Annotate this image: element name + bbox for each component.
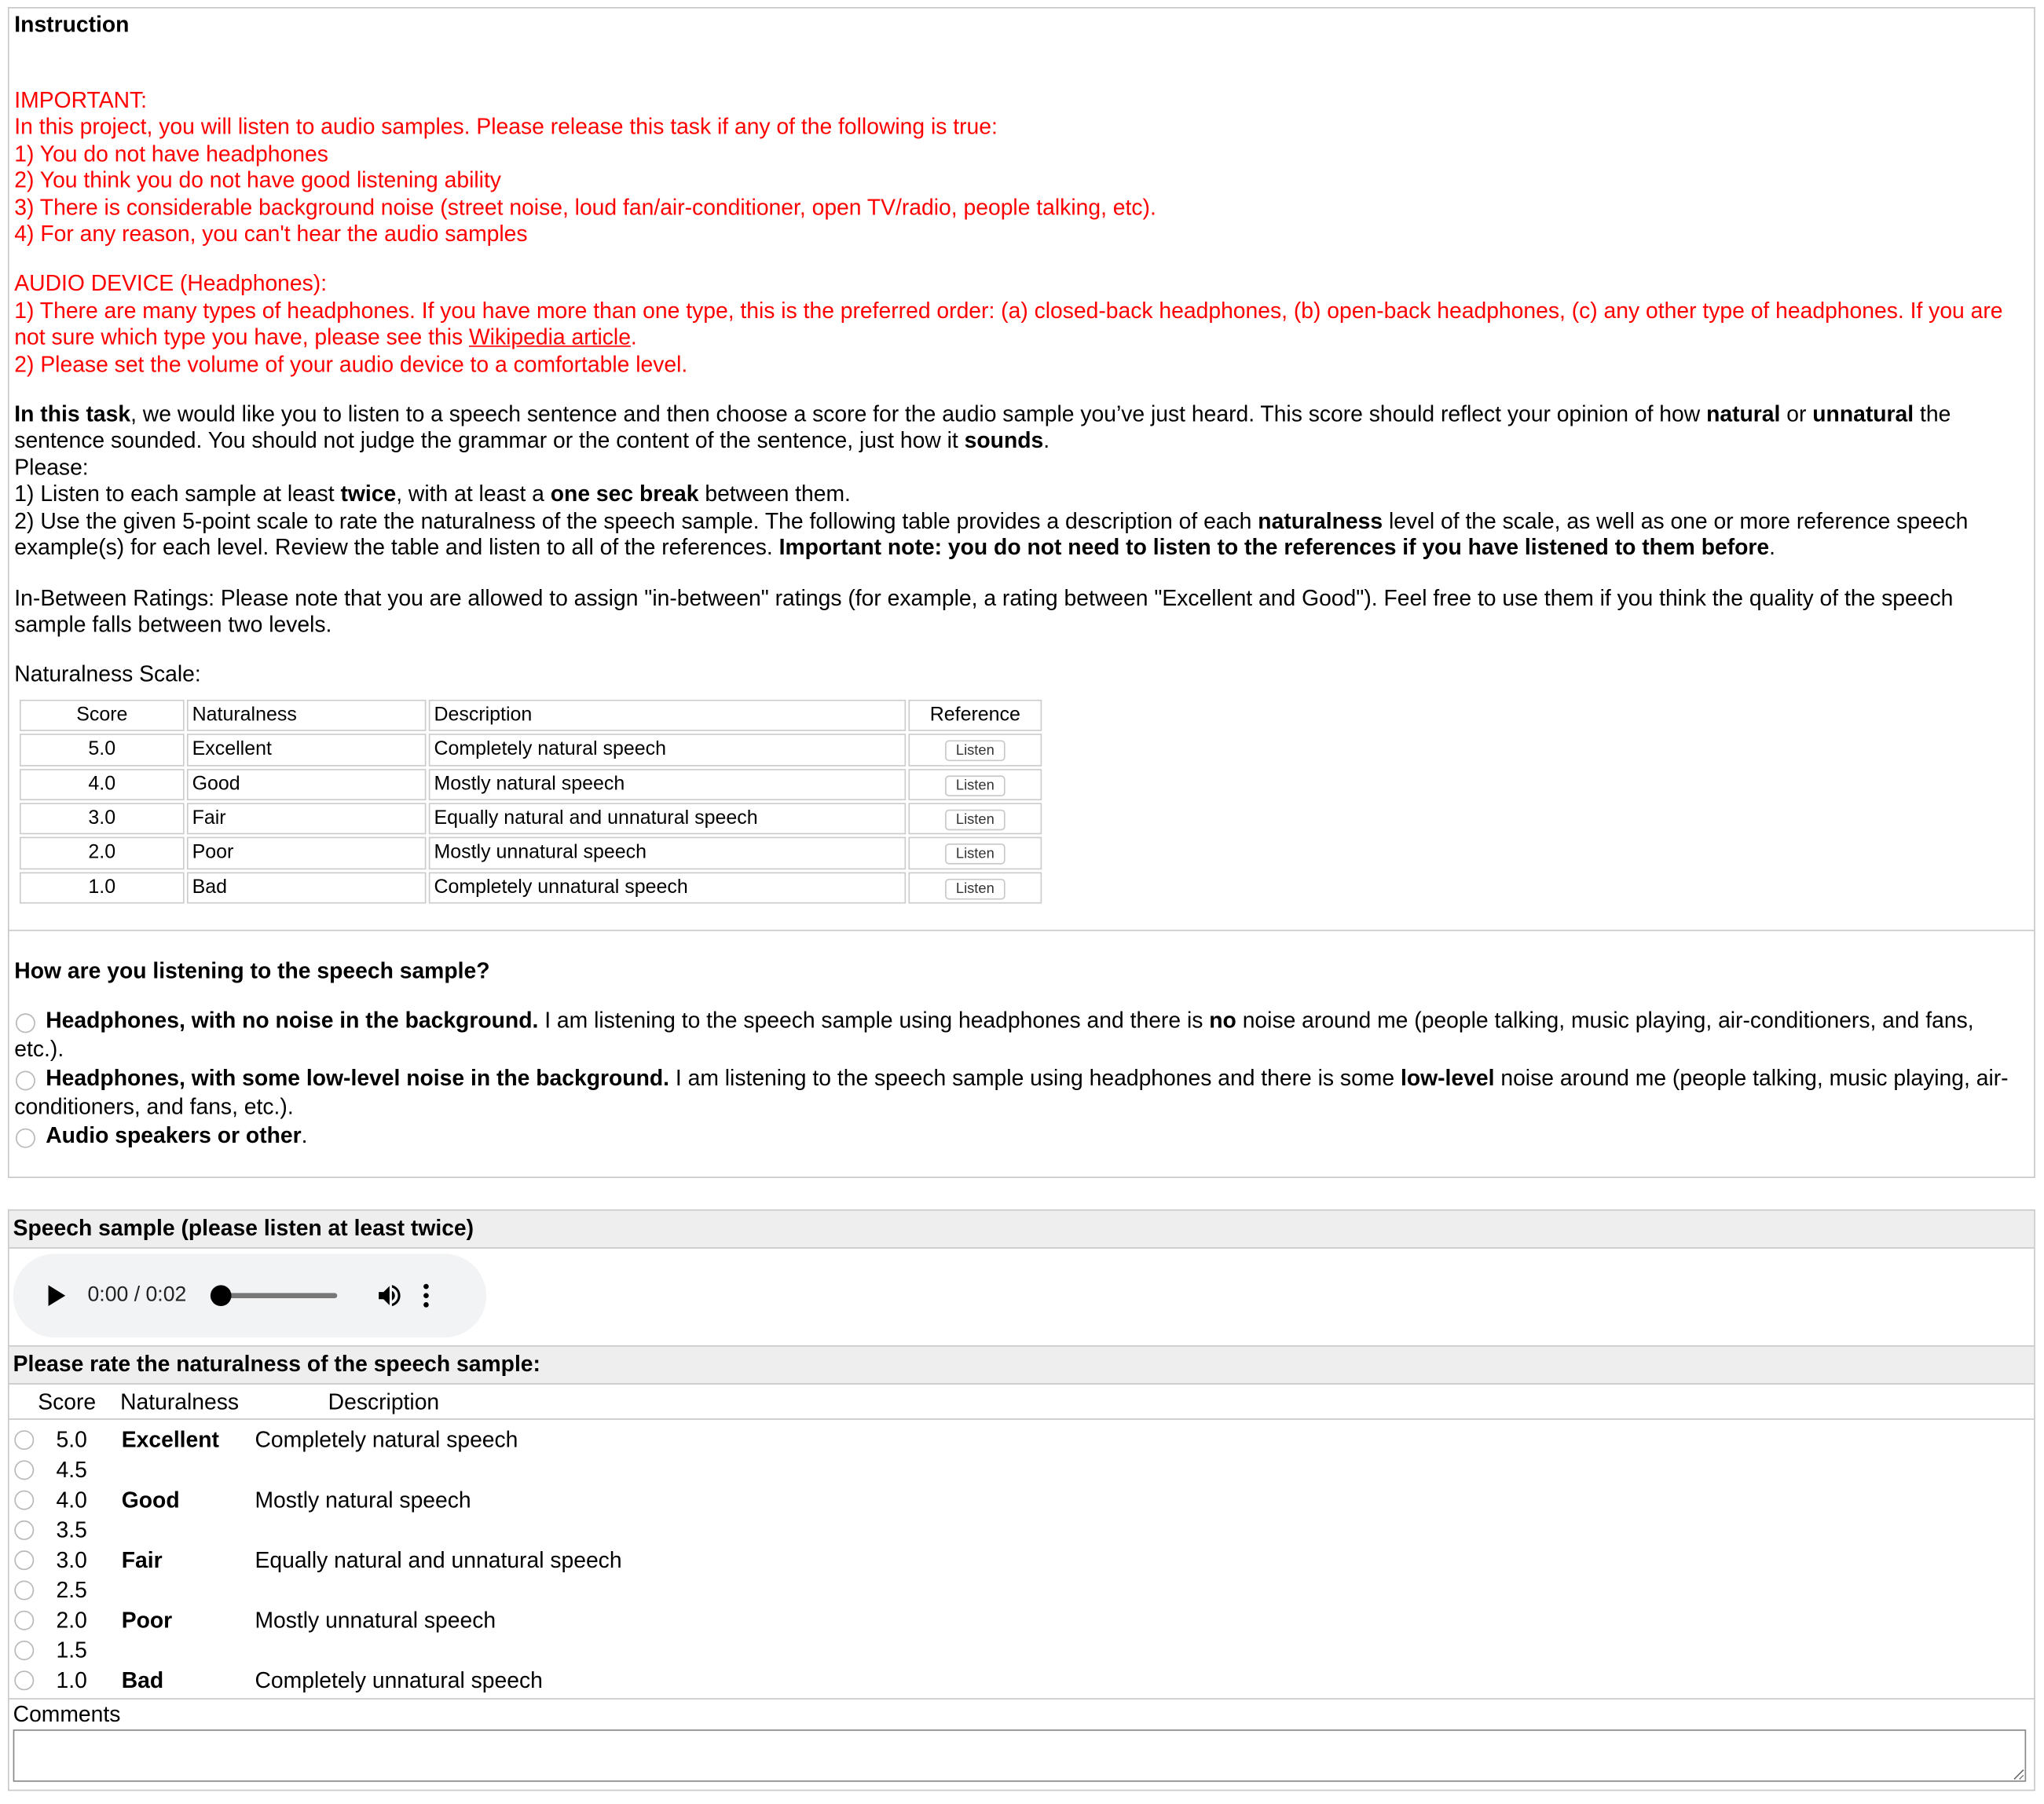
important-heading: IMPORTANT: [14, 88, 148, 113]
rating-column-headers [9, 1385, 2035, 1420]
naturalness-cell: Fair [187, 803, 427, 835]
play-icon[interactable] [49, 1286, 66, 1307]
score-cell: 1.0 [20, 872, 185, 904]
radio-button[interactable] [14, 1520, 34, 1540]
naturalness-cell: Good [187, 768, 427, 800]
device-block [14, 272, 2028, 379]
important-item: 4) For any reason, you can't hear the audio samples [14, 221, 528, 247]
listen-button[interactable]: Listen [946, 810, 1005, 831]
please-label: Please: [14, 455, 89, 481]
player-time: 0:00 / 0:02 [87, 1283, 187, 1307]
rating-option[interactable]: 2.5 [9, 1575, 2035, 1605]
radio-button[interactable] [16, 1071, 35, 1091]
radio-button[interactable] [14, 1550, 34, 1570]
listen-button[interactable]: Listen [946, 878, 1005, 899]
device-heading: AUDIO DEVICE (Headphones): [14, 271, 328, 297]
device-item-1: 1) There are many types of headphones. If you have more than one type, this is the preferred order: (a) closed-back headphones, (b) open-back headphones, (c) any other type of headphones. If you are not sure which type you have, please see this Wikipedia article. [14, 298, 2003, 350]
table-row [20, 803, 1042, 835]
rating-options [9, 1420, 2035, 1700]
comments-label: Comments [13, 1702, 121, 1728]
seek-handle[interactable] [210, 1286, 231, 1307]
more-options-icon[interactable] [423, 1284, 429, 1308]
step-1: 1) Listen to each sample at least twice, with at least a one sec break between them. [14, 481, 851, 507]
instruction-title: Instruction [14, 12, 130, 38]
listening-option-speakers[interactable]: Audio speakers or other. [14, 1122, 2028, 1151]
comments-section [9, 1700, 2035, 1790]
rating-option[interactable]: 5.0 Excellent Completely natural speech [9, 1425, 2035, 1455]
instructions-panel [8, 7, 2035, 1178]
important-block [14, 88, 2028, 248]
listening-option-quiet-headphones[interactable]: Headphones, with no noise in the background. I am listening to the speech sample using headphones and there is no noise around me (people talking, music playing, air-conditioners, and fans, etc.). [14, 1008, 1974, 1063]
volume-icon[interactable] [373, 1282, 405, 1311]
radio-button[interactable] [14, 1641, 34, 1660]
listen-button[interactable]: Listen [946, 741, 1005, 762]
comments-input[interactable] [13, 1729, 2027, 1782]
rating-option[interactable]: 1.0 Bad Completely unnatural speech [9, 1666, 2035, 1696]
score-cell: 4.0 [20, 768, 185, 800]
listening-question-title: How are you listening to the speech sample? [14, 958, 490, 984]
step-2: 2) Use the given 5-point scale to rate the naturalness of the speech sample. The following table provides a description of each naturalness level of the scale, as well as one or more reference speech example(s) for each level. Review the table and listen to all of the references. Important note: you do not need to listen to the references if you have listened to them before. [14, 508, 1969, 561]
task-description: In this task, we would like you to listen to a speech sentence and then choose a score for the audio sample you’ve just heard. This score should reflect your opinion of how natural or unnatural the sentence sounded. You should not judge the grammar or the content of the sentence, just how it sounds. [14, 401, 1951, 454]
scale-label: Naturalness Scale: [14, 662, 201, 687]
rating-col-description: Description [328, 1389, 440, 1415]
rating-col-score: Score [38, 1389, 97, 1415]
speech-sample-header: Speech sample (please listen at least twice) [9, 1211, 2035, 1249]
col-naturalness: Naturalness [187, 699, 427, 731]
naturalness-scale-table [17, 697, 1045, 906]
radio-button[interactable] [14, 1671, 34, 1691]
seek-bar[interactable] [213, 1294, 337, 1299]
rating-option[interactable]: 4.0 Good Mostly natural speech [9, 1485, 2035, 1515]
important-item: 2) You think you do not have good listening ability [14, 168, 501, 193]
naturalness-cell: Poor [187, 837, 427, 869]
description-cell: Completely natural speech [429, 734, 906, 766]
score-cell: 3.0 [20, 803, 185, 835]
device-item-2: 2) Please set the volume of your audio device to a comfortable level. [14, 351, 688, 377]
rating-option[interactable]: 3.5 [9, 1516, 2035, 1546]
radio-button[interactable] [14, 1581, 34, 1601]
table-header-row [20, 699, 1042, 731]
table-row [20, 872, 1042, 904]
rating-panel [8, 1209, 2035, 1791]
rating-option[interactable]: 3.0 Fair Equally natural and unnatural speech [9, 1546, 2035, 1575]
description-cell: Equally natural and unnatural speech [429, 803, 906, 835]
radio-button[interactable] [14, 1491, 34, 1510]
col-score: Score [20, 699, 185, 731]
listen-button[interactable]: Listen [946, 844, 1005, 865]
rating-header: Please rate the naturalness of the speech sample: [9, 1345, 2035, 1385]
listening-option-noisy-headphones[interactable]: Headphones, with some low-level noise in the background. I am listening to the speech sample using headphones and there is some low-level noise around me (people talking, music playing, air-conditioners, and fans, etc.). [14, 1066, 2009, 1120]
col-description: Description [429, 699, 906, 731]
radio-button[interactable] [14, 1461, 34, 1480]
listening-question [9, 957, 2035, 1177]
description-cell: Mostly natural speech [429, 768, 906, 800]
radio-button[interactable] [14, 1611, 34, 1630]
table-row [20, 837, 1042, 869]
rating-option[interactable]: 1.5 [9, 1636, 2035, 1666]
rating-option[interactable]: 2.0 Poor Mostly unnatural speech [9, 1605, 2035, 1635]
naturalness-cell: Bad [187, 872, 427, 904]
wikipedia-link[interactable]: Wikipedia article [468, 324, 631, 350]
important-intro: In this project, you will listen to audio samples. Please release this task if any of the following is true: [14, 115, 998, 140]
score-cell: 2.0 [20, 837, 185, 869]
rating-col-naturalness: Naturalness [120, 1389, 240, 1415]
description-cell: Mostly unnatural speech [429, 837, 906, 869]
description-cell: Completely unnatural speech [429, 872, 906, 904]
table-row [20, 768, 1042, 800]
radio-button[interactable] [14, 1430, 34, 1450]
col-reference: Reference [908, 699, 1042, 731]
listen-button[interactable]: Listen [946, 775, 1005, 796]
score-cell: 5.0 [20, 734, 185, 766]
rating-option[interactable]: 4.5 [9, 1455, 2035, 1485]
naturalness-cell: Excellent [187, 734, 427, 766]
important-item: 1) You do not have headphones [14, 141, 328, 166]
radio-button[interactable] [16, 1129, 35, 1148]
audio-player[interactable] [13, 1254, 486, 1337]
important-item: 3) There is considerable background noise (street noise, loud fan/air-conditioner, open TV/radio, people talking, etc). [14, 194, 1156, 220]
radio-button[interactable] [16, 1014, 35, 1034]
table-row [20, 734, 1042, 766]
in-between-note: In-Between Ratings: Please note that you are allowed to assign "in-between" ratings (for example, a rating between "Excellent and Good"). Feel free to use them if you think the quality of the speech sample falls between two levels. [14, 585, 1954, 637]
